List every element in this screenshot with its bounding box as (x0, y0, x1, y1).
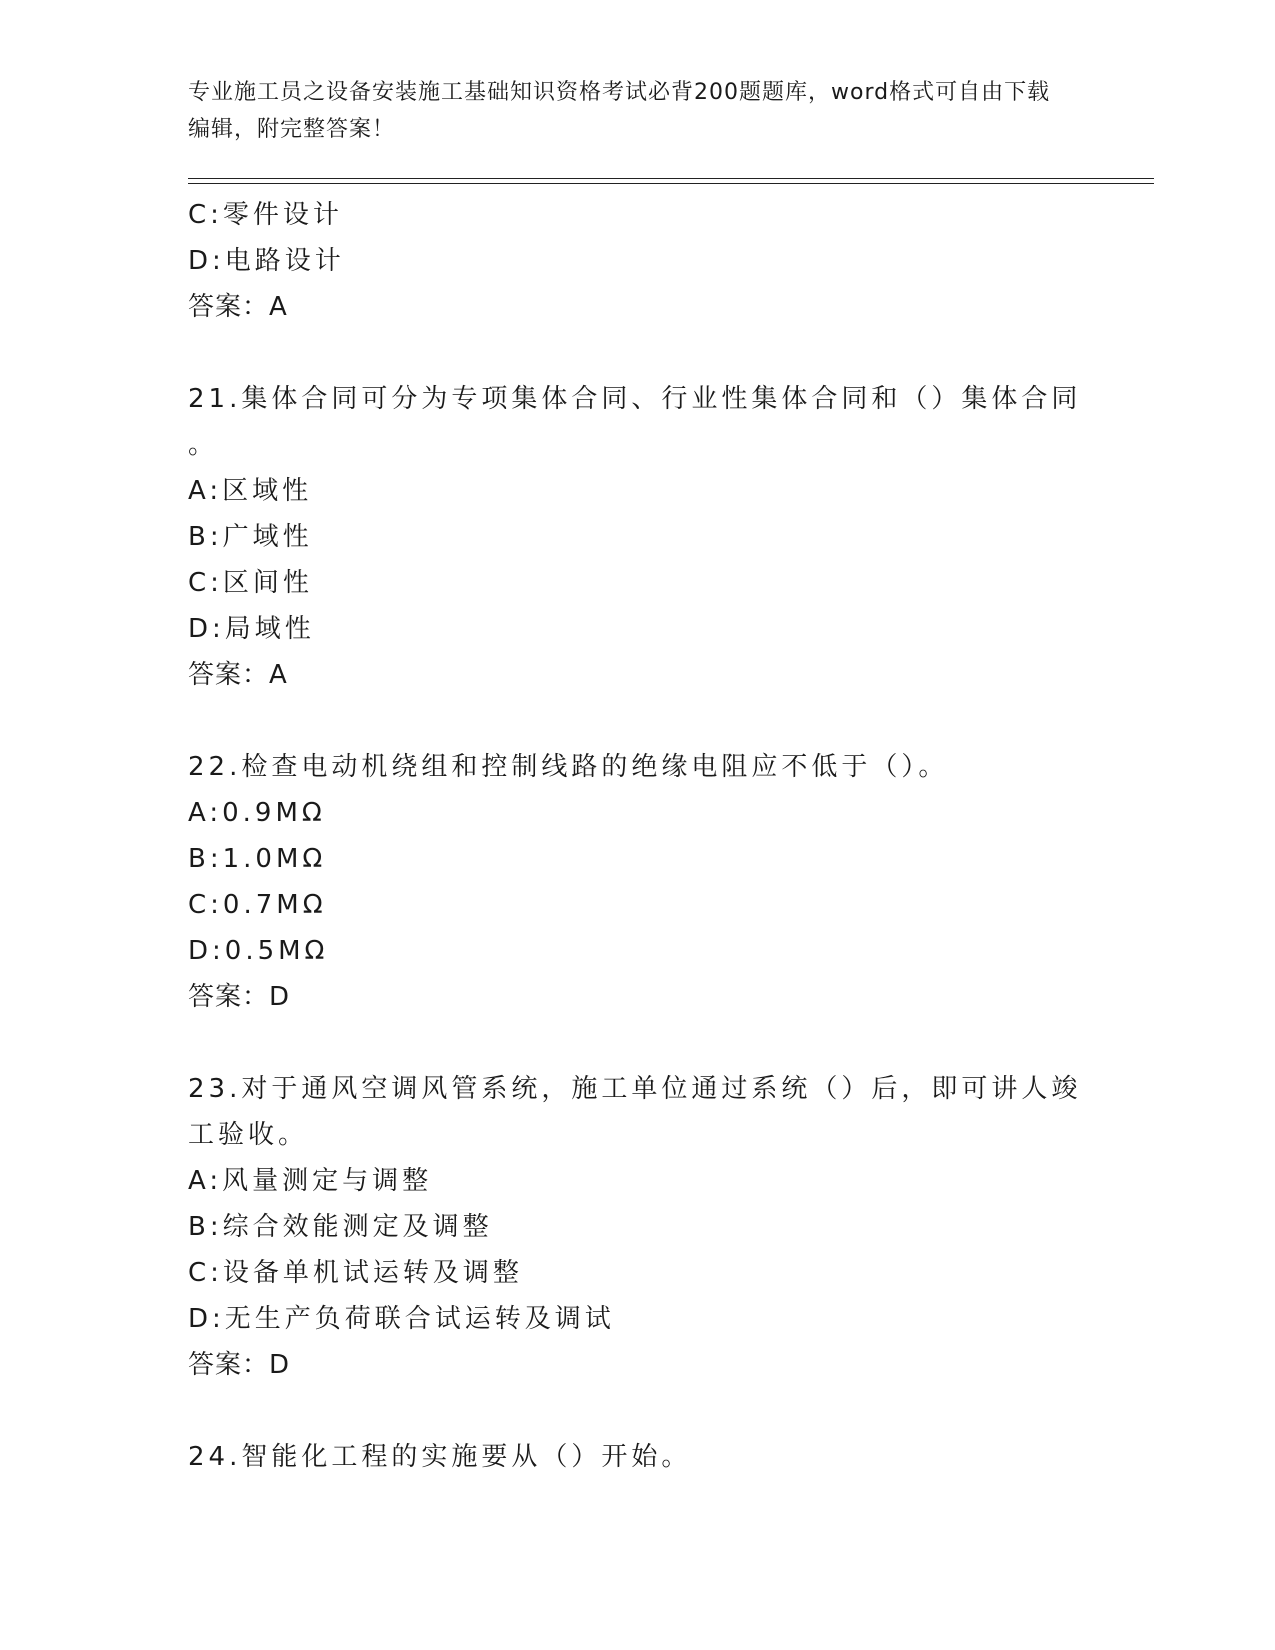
option-c: C:零件设计 (188, 200, 343, 230)
option-a: A:风量测定与调整 (188, 1166, 433, 1196)
option-d: D:0.5MΩ (188, 936, 329, 966)
answer: 答案：D (188, 1350, 291, 1380)
question-23 (188, 1066, 1088, 1388)
document-header: 专业施工员之设备安装施工基础知识资格考试必背200题题库，word格式可自由下载编辑，附完整答案！ (188, 80, 1051, 142)
option-d: D:电路设计 (188, 246, 345, 276)
question-stem: 23.对于通风空调风管系统，施工单位通过系统（）后，即可讲人竣 (188, 1074, 1082, 1104)
answer: 答案：D (188, 982, 291, 1012)
option-b: B:综合效能测定及调整 (188, 1212, 493, 1242)
question-stem: 21.集体合同可分为专项集体合同、行业性集体合同和（）集体合同 (188, 384, 1082, 414)
question-list (188, 192, 1088, 1480)
option-b: B:1.0MΩ (188, 844, 327, 874)
option-c: C:0.7MΩ (188, 890, 327, 920)
header-divider-top (188, 178, 1154, 179)
option-b: B:广域性 (188, 522, 313, 552)
question-22 (188, 744, 1088, 1020)
question-24 (188, 1434, 1088, 1480)
option-d: D:局域性 (188, 614, 315, 644)
option-a: A:0.9MΩ (188, 798, 326, 828)
option-d: D:无生产负荷联合试运转及调试 (188, 1304, 615, 1334)
answer: 答案：A (188, 660, 288, 690)
question-stem-continued: 工验收。 (188, 1120, 309, 1150)
answer: 答案：A (188, 292, 288, 322)
option-c: C:设备单机试运转及调整 (188, 1258, 523, 1288)
question-stem: 24.智能化工程的实施要从（）开始。 (188, 1442, 692, 1472)
question-stem: 22.检查电动机绕组和控制线路的绝缘电阻应不低于（）。 (188, 752, 949, 782)
question-stem-continued: 。 (188, 430, 219, 460)
option-c: C:区间性 (188, 568, 313, 598)
option-a: A:区域性 (188, 476, 313, 506)
header-divider-bottom (188, 183, 1154, 184)
question-21 (188, 376, 1088, 698)
question-20-continued (188, 192, 1088, 330)
